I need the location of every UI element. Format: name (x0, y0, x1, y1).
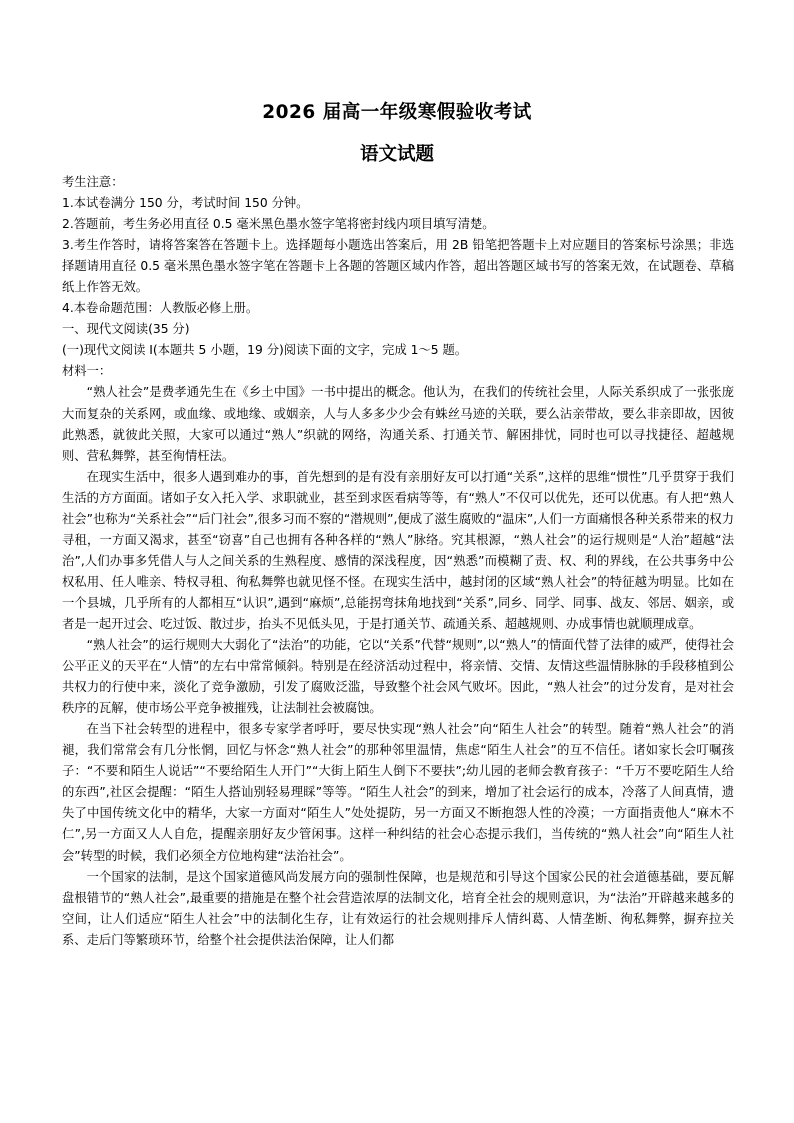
material-label: 材料一： (62, 364, 112, 379)
body-paragraph: “熟人社会”是费孝通先生在《乡土中国》一书中提出的概念。他认为，在我们的传统社会里，人际关系织成了一张张庞大而复杂的关系网，或血缘、或地缘、或姻亲，人与人多多少少会有蛛丝马迹的关联，要么沾亲带故，要么非亲即故，因彼此熟悉，就彼此关照，大家可以通过“熟人”织就的网络，沟通关系、打通关节、解困排忧，同时也可以寻找捷径、超越规则、营私舞弊，甚至徇情枉法。 (62, 385, 734, 463)
body-paragraph: 一个国家的法制，是这个国家道德风尚发展方向的强制性保障，也是规范和引导这个国家公民的社会道德基础，要瓦解盘根错节的“熟人社会”,最重要的措施是在整个社会营造浓厚的法制文化，培育全社会的规则意识，为“法治”开辟越来越多的空间，让人们适应“陌生人社会”中的法制化生存，让有效运行的社会规则排斥人情纠葛、人情垄断、徇私舞弊，摒弃拉关系、走后门等繁琐环节，给整个社会提供法治保障，让人们都 (62, 869, 734, 947)
section-subheading: (一)现代文阅读 I(本题共 5 小题，19 分)阅读下面的文字，完成 1～5 题。 (62, 343, 468, 358)
body-paragraph: 在当下社会转型的进程中，很多专家学者呼吁，要尽快实现“熟人社会”向“陌生人社会”的转型。随着“熟人社会”的消褪，我们常常会有几分怅惘，回忆与怀念“熟人社会”的那种邻里温情，焦虑“陌生人社会”的互不信任。诸如家长会叮嘱孩子：“不要和陌生人说话”“不要给陌生人开门”“大街上陌生人倒下不要扶”;幼儿园的老师会教育孩子：“千万不要吃陌生人给的东西”,社区会提醒：“陌生人搭讪别轻易理睬”等等。“陌生人社会”的到来，增加了社会运行的成本，冷落了人间真情，遗失了中国传统文化中的精华，大家一方面对“陌生人”处处提防，另一方面又不断抱怨人性的冷漠；一方面指责他人“麻木不仁”,另一方面又人人自危，提醒亲朋好友少管闲事。这样一种纠结的社会心态提示我们，当传统的“熟人社会”向“陌生人社会”转型的时候，我们必须全方位地构建“法治社会”。 (62, 722, 734, 863)
section-heading: 一、现代文阅读(35 分) (62, 322, 190, 337)
body-paragraph: 在现实生活中，很多人遇到难办的事，首先想到的是有没有亲朋好友可以打通“关系”,这样的思维“惯性”几乎贯穿于我们生活的方方面面。诸如子女入托入学、求职就业，甚至到求医看病等等，有“熟人”不仅可以优先，还可以优惠。有人把“熟人社会”也称为“关系社会”“后门社会”,很多习而不察的“潜规则”,便成了滋生腐败的“温床”,人们一方面痛恨各种关系带来的权力寻租，一方面又渴求，甚至“窃喜”自己也拥有各种各样的“熟人”脉络。究其根源，“熟人社会”的运行规则是“人治”超越“法治”,人们办事多凭借人与人之间关系的生熟程度、感情的深浅程度，因“熟悉”而模糊了责、权、利的界线，在公共事务中公权私用、任人唯亲、特权寻租、徇私舞弊也就见怪不怪。在现实生活中，越封闭的区域“熟人社会”的特征越为明显。比如在一个县城，几乎所有的人都相互“认识”,遇到“麻烦”,总能拐弯抹角地找到“关系”,同乡、同学、同事、战友、邻居、姻亲，或者是一起开过会、吃过饭、散过步，抬头不见低头见，于是打通关节、疏通关系、超越规则、办成事情也就顺理成章。 (62, 469, 734, 631)
notice-item: 4.本卷命题范围：人教版必修上册。 (62, 301, 259, 316)
notice-heading: 考生注意： (62, 175, 124, 189)
notice-item: 1.本试卷满分 150 分，考试时间 150 分钟。 (62, 196, 309, 211)
body-paragraph: “熟人社会”的运行规则大大弱化了“法治”的功能，它以“关系”代替“规则”,以“熟人”的情面代替了法律的威严，使得社会公平正义的天平在“人情”的左右中常常倾斜。特别是在经济活动过程中，将亲情、交情、友情这些温情脉脉的手段移植到公共权力的行使中来，淡化了竞争激励，引发了腐败泛滥，导致整个社会风气败坏。因此，“熟人社会”的过分发育，是对社会秩序的瓦解，使市场公平竞争被摧残，让法制社会被腐蚀。 (62, 638, 734, 716)
notice-item: 2.答题前，考生务必用直径 0.5 毫米黑色墨水签字笔将密封线内项目填写清楚。 (62, 217, 495, 232)
notice-item: 3.考生作答时，请将答案答在答题卡上。选择题每小题选出答案后，用 2B 铅笔把答题卡上对应题目的答案标号涂黑；非选择题请用直径 0.5 毫米黑色墨水签字笔在答题卡上各题的答题区域内作答，超出答题区域书写的答案无效，在试题卷、草稿纸上作答无效。 (62, 238, 734, 295)
exam-title: 2026 届高一年级寒假验收考试 (262, 102, 532, 123)
exam-body (62, 172, 734, 951)
exam-subtitle: 语文试题 (359, 144, 434, 165)
